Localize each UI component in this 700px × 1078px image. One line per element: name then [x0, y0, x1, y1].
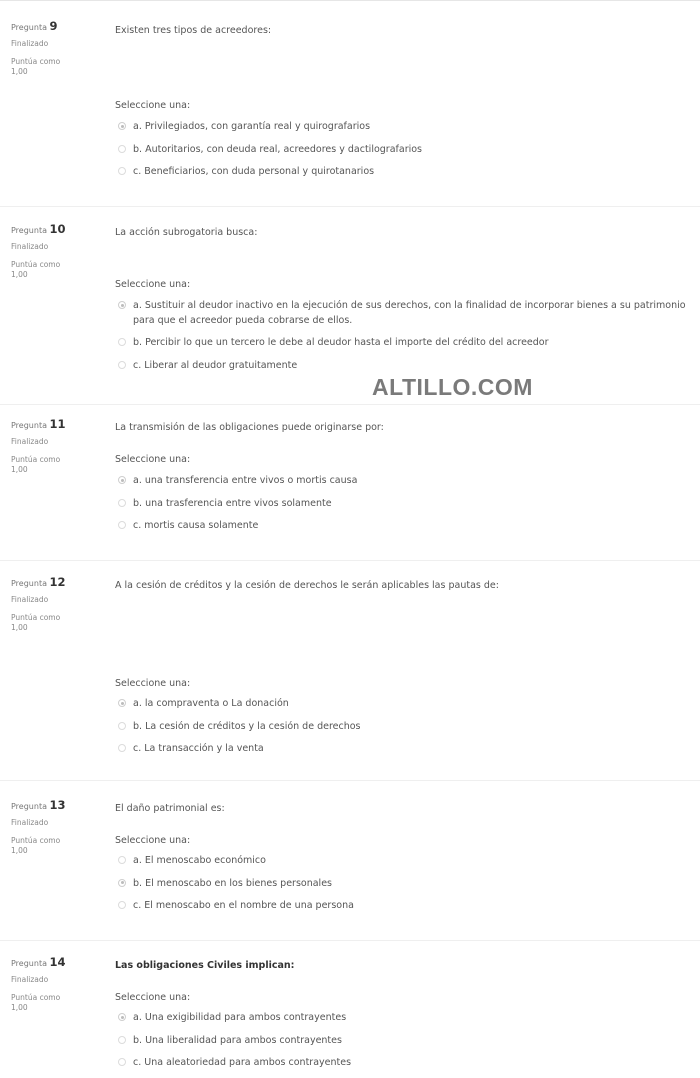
question-number: Pregunta 13: [11, 798, 66, 812]
question-text: El daño patrimonial es:: [115, 803, 225, 814]
answer-label: a. una transferencia entre vivos o mortis causa: [133, 475, 358, 486]
question-divider: [0, 560, 700, 561]
radio-icon[interactable]: [118, 361, 126, 369]
answer-label: c. Beneficiarios, con duda personal y quirotanarios: [133, 166, 375, 177]
question-state: Finalizado: [11, 437, 49, 446]
radio-icon[interactable]: [118, 901, 126, 909]
answer-label: a. El menoscabo económico: [133, 855, 266, 866]
radio-selected-icon[interactable]: [118, 699, 126, 707]
answer-option-a[interactable]: [115, 119, 700, 142]
answer-label: a. Sustituir al deudor inactivo en la ejecución de sus derechos, con la finalidad de incorporar bienes a su patrimonio para que el acreedor pueda cobrarse de ellos.: [133, 300, 686, 326]
radio-icon[interactable]: [118, 338, 126, 346]
answer-option-b[interactable]: [115, 496, 700, 519]
select-prompt: Seleccione una:: [115, 454, 191, 465]
question-grade: Puntúa como 1,00: [11, 455, 61, 474]
radio-selected-icon[interactable]: [118, 122, 126, 130]
answer-option-c[interactable]: [115, 518, 700, 541]
question-text: A la cesión de créditos y la cesión de derechos le serán aplicables las pautas de:: [115, 580, 499, 591]
radio-icon[interactable]: [118, 499, 126, 507]
radio-selected-icon[interactable]: [118, 301, 126, 309]
question-grade: Puntúa como 1,00: [11, 57, 61, 76]
question-number: Pregunta 11: [11, 417, 66, 431]
question-text: Existen tres tipos de acreedores:: [115, 25, 272, 36]
radio-icon[interactable]: [118, 856, 126, 864]
answer-option-c[interactable]: [115, 164, 700, 187]
answer-options: [115, 298, 700, 380]
answer-label: b. El menoscabo en los bienes personales: [133, 877, 332, 889]
question-info: [11, 20, 101, 77]
question-grade: Puntúa como 1,00: [11, 836, 61, 855]
question-info: [11, 576, 101, 633]
radio-selected-icon[interactable]: [118, 879, 126, 887]
answer-label: b. Una liberalidad para ambos contrayentes: [133, 1034, 342, 1046]
question-divider: [0, 206, 700, 207]
answer-option-c[interactable]: [115, 898, 700, 921]
altillo-watermark: ALTILLO.COM: [372, 374, 533, 400]
question-state: Finalizado: [11, 595, 49, 604]
question-number: Pregunta 12: [11, 575, 66, 589]
answer-option-b[interactable]: [115, 1033, 700, 1056]
question-text: Las obligaciones Civiles implican:: [115, 960, 295, 971]
select-prompt: Seleccione una:: [115, 100, 191, 111]
question-number: Pregunta 9: [11, 19, 58, 33]
radio-selected-icon[interactable]: [118, 1013, 126, 1021]
question-info: [11, 956, 101, 1013]
answer-option-c[interactable]: [115, 741, 700, 764]
answer-options: [115, 473, 700, 541]
answer-option-b[interactable]: [115, 719, 700, 742]
question-info: [11, 418, 101, 475]
question-divider: [0, 780, 700, 781]
answer-option-c[interactable]: [115, 1055, 700, 1078]
question-state: Finalizado: [11, 242, 49, 251]
radio-selected-icon[interactable]: [118, 476, 126, 484]
radio-icon[interactable]: [118, 167, 126, 175]
radio-icon[interactable]: [118, 722, 126, 730]
radio-icon[interactable]: [118, 1036, 126, 1044]
question-grade: Puntúa como 1,00: [11, 613, 61, 632]
answer-label: a. la compraventa o La donación: [133, 698, 289, 709]
radio-icon[interactable]: [118, 145, 126, 153]
answer-label: c. Liberar al deudor gratuitamente: [133, 359, 298, 371]
answer-label: a. Privilegiados, con garantía real y quirografarios: [133, 121, 371, 132]
answer-label: c. Una aleatoriedad para ambos contrayentes: [133, 1057, 352, 1068]
question-grade: Puntúa como 1,00: [11, 260, 61, 279]
answer-option-b[interactable]: [115, 142, 700, 165]
answer-option-a[interactable]: [115, 853, 700, 876]
question-state: Finalizado: [11, 975, 49, 984]
answer-label: a. Una exigibilidad para ambos contrayentes: [133, 1012, 347, 1023]
radio-icon[interactable]: [118, 744, 126, 752]
question-text: La transmisión de las obligaciones puede originarse por:: [115, 422, 384, 433]
answer-option-a[interactable]: [115, 298, 700, 335]
question-text: La acción subrogatoria busca:: [115, 227, 258, 238]
answer-option-b[interactable]: [115, 335, 700, 358]
select-prompt: Seleccione una:: [115, 279, 191, 290]
answer-option-b[interactable]: [115, 876, 700, 899]
answer-options: [115, 696, 700, 764]
radio-icon[interactable]: [118, 521, 126, 529]
question-info: [11, 223, 101, 280]
question-state: Finalizado: [11, 818, 49, 827]
answer-label: c. La transacción y la venta: [133, 743, 264, 754]
question-grade: Puntúa como 1,00: [11, 993, 61, 1012]
answer-option-a[interactable]: [115, 696, 700, 719]
question-divider: [0, 940, 700, 941]
question-divider: [0, 404, 700, 405]
radio-icon[interactable]: [118, 1058, 126, 1066]
select-prompt: Seleccione una:: [115, 992, 191, 1003]
question-number: Pregunta 10: [11, 222, 66, 236]
select-prompt: Seleccione una:: [115, 835, 191, 846]
answer-option-a[interactable]: [115, 1010, 700, 1033]
answer-label: c. El menoscabo en el nombre de una persona: [133, 900, 354, 911]
select-prompt: Seleccione una:: [115, 678, 191, 689]
answer-label: b. una trasferencia entre vivos solamente: [133, 497, 332, 509]
answer-options: [115, 853, 700, 921]
question-number: Pregunta 14: [11, 955, 66, 969]
answer-options: [115, 119, 700, 187]
top-divider: [0, 0, 700, 1]
answer-label: b. Autoritarios, con deuda real, acreedores y dactilografarios: [133, 143, 422, 155]
answer-option-a[interactable]: [115, 473, 700, 496]
answer-label: b. La cesión de créditos y la cesión de derechos: [133, 720, 361, 732]
question-state: Finalizado: [11, 39, 49, 48]
question-info: [11, 799, 101, 856]
answer-label: c. mortis causa solamente: [133, 520, 259, 531]
answer-label: b. Percibir lo que un tercero le debe al deudor hasta el importe del crédito del acreedor: [133, 337, 549, 348]
answer-options: [115, 1010, 700, 1078]
